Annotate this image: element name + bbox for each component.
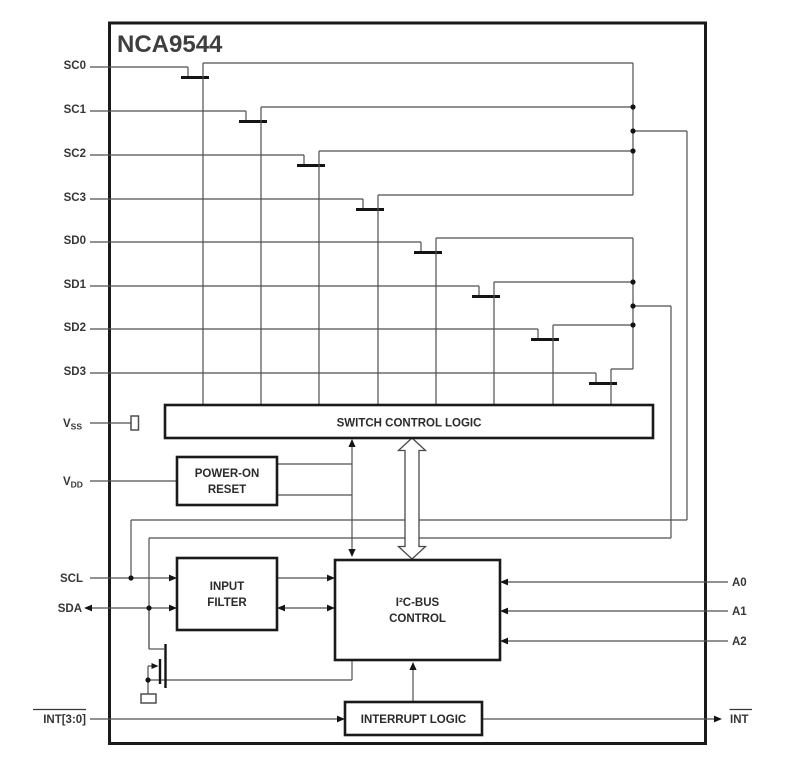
pin-label-scl: SCL (60, 573, 83, 585)
pin-label-sc2: SC2 (63, 148, 86, 160)
pin-label-sd2: SD2 (63, 322, 86, 334)
i2c-bus-control-label-2: CONTROL (389, 613, 446, 625)
interrupt-logic-label: INTERRUPT LOGIC (360, 714, 467, 726)
vss-bond-pad-icon (131, 416, 139, 430)
power-on-reset-label-1: POWER-ON (194, 468, 260, 480)
input-filter-label-1: INPUT (209, 581, 245, 593)
pin-label-a0: A0 (732, 577, 747, 589)
input-filter-block (177, 558, 277, 630)
i2c-bus-control-block (335, 560, 500, 660)
pin-label-sd1: SD1 (63, 279, 86, 291)
power-on-reset-block (177, 457, 277, 505)
switch-control-logic-label: SWITCH CONTROL LOGIC (336, 417, 482, 430)
pin-label-a1: A1 (732, 606, 747, 618)
pin-label-a2: A2 (732, 636, 747, 648)
pin-label-int: INT (730, 714, 749, 726)
pin-label-sd0: SD0 (63, 235, 86, 247)
chip-title: NCA9544 (117, 31, 223, 58)
pin-label-sc0: SC0 (63, 60, 86, 72)
pin-label-sc1: SC1 (63, 104, 86, 116)
interrupt-logic-block (345, 702, 482, 735)
pin-label-int3-0: INT[3:0] (43, 714, 86, 726)
switch-control-logic-block (165, 405, 653, 438)
bond-pad-icon (141, 694, 156, 703)
power-on-reset-label-2: RESET (207, 484, 247, 496)
i2c-bus-control-label-1: I²C-BUS (395, 597, 440, 609)
pin-label-vss: $V_{SS}$ (63, 418, 83, 432)
pin-label-sc3: SC3 (63, 192, 86, 204)
input-filter-label-2: FILTER (207, 597, 247, 609)
pin-label-sd3: SD3 (63, 366, 86, 378)
pin-label-sda: SDA (57, 603, 82, 615)
pin-label-vdd: $V_{DD}$ (63, 476, 83, 490)
